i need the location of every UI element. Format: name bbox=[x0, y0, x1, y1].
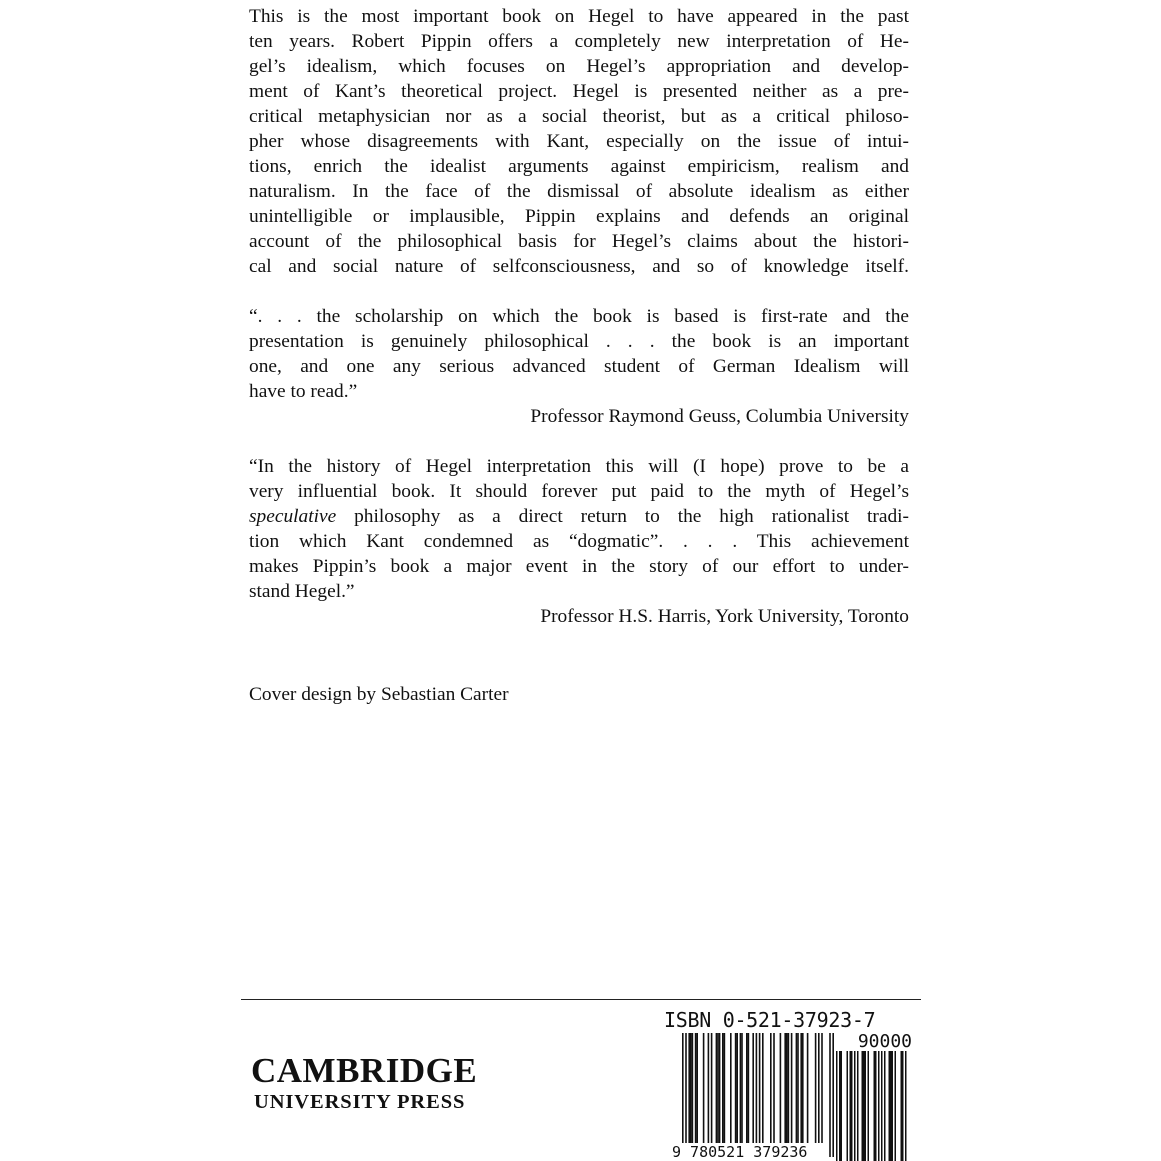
barcode-bar bbox=[748, 1033, 750, 1143]
review-line: have to read.” bbox=[249, 381, 358, 402]
barcode-bar bbox=[881, 1051, 883, 1161]
review-attribution: Professor H.S. Harris, York University, Toronto bbox=[540, 606, 909, 627]
barcode-bar bbox=[802, 1033, 804, 1143]
review-line-rest: philosophy as a direct return to the high rationalist tradi- bbox=[336, 506, 909, 527]
barcode-bar bbox=[696, 1033, 698, 1143]
publisher-logo bbox=[251, 1052, 477, 1114]
barcode-bar bbox=[895, 1051, 897, 1161]
barcode-bar bbox=[862, 1051, 864, 1161]
barcode-bar bbox=[865, 1051, 867, 1161]
barcode-bar bbox=[711, 1033, 713, 1143]
barcode-bar bbox=[821, 1033, 823, 1143]
barcode-bar bbox=[839, 1051, 841, 1161]
barcode-bar bbox=[708, 1033, 710, 1143]
barcode-bar bbox=[800, 1033, 802, 1143]
barcode-bar bbox=[788, 1033, 790, 1143]
publisher-name: CAMBRIDGE bbox=[251, 1051, 478, 1090]
barcode-bar bbox=[740, 1033, 742, 1143]
review-geuss bbox=[249, 304, 909, 429]
barcode-bar bbox=[741, 1033, 743, 1143]
barcode-bar bbox=[690, 1033, 692, 1143]
description-line: ten years. Robert Pippin offers a completely new interpretation of He- bbox=[249, 31, 909, 52]
barcode-bar bbox=[815, 1033, 817, 1143]
barcode-main-bars bbox=[682, 1033, 834, 1157]
barcode-bar bbox=[868, 1051, 870, 1161]
barcode-bar bbox=[692, 1033, 694, 1143]
barcode-bar bbox=[716, 1033, 718, 1143]
review-line: presentation is genuinely philosophical . . . the book is an important bbox=[249, 331, 909, 352]
barcode-addon-bars bbox=[836, 1051, 907, 1161]
review-line bbox=[249, 504, 909, 529]
barcode-bar bbox=[875, 1051, 877, 1161]
barcode-bar bbox=[854, 1051, 856, 1161]
description-line: tions, enrich the idealist arguments against empiricism, realism and bbox=[249, 156, 909, 177]
barcode-bar bbox=[889, 1051, 891, 1161]
barcode-bar bbox=[762, 1033, 764, 1143]
barcode-bar bbox=[752, 1033, 754, 1143]
description-line: gel’s idealism, which focuses on Hegel’s appropriation and develop- bbox=[249, 56, 909, 77]
barcode-bar bbox=[756, 1033, 758, 1157]
divider-rule bbox=[241, 999, 921, 1000]
description-line: This is the most important book on Hegel to have appeared in the past bbox=[249, 6, 909, 27]
barcode-bar bbox=[847, 1051, 849, 1161]
barcode-bar bbox=[829, 1033, 831, 1157]
barcode-bar bbox=[724, 1033, 726, 1143]
barcode-graphic bbox=[664, 1033, 918, 1161]
barcode-digits: 9 780521 379236 bbox=[672, 1143, 808, 1161]
barcode-bar bbox=[841, 1051, 843, 1161]
barcode-bar bbox=[736, 1033, 738, 1143]
barcode-bar bbox=[832, 1033, 834, 1157]
review-line: makes Pippin’s book a major event in the story of our effort to under- bbox=[249, 556, 909, 577]
review-line: “In the history of Hegel interpretation this will (I hope) prove to be a bbox=[249, 456, 909, 477]
barcode-bar bbox=[901, 1051, 903, 1161]
barcode-bar bbox=[735, 1033, 737, 1143]
review-harris bbox=[249, 454, 909, 629]
cover-design-credit: Cover design by Sebastian Carter bbox=[249, 684, 509, 705]
isbn-barcode bbox=[664, 1033, 918, 1161]
barcode-bar bbox=[688, 1033, 690, 1143]
barcode-bar bbox=[722, 1033, 724, 1143]
barcode-bar bbox=[797, 1033, 799, 1143]
barcode-bar bbox=[884, 1051, 886, 1161]
publisher-subtitle: UNIVERSITY PRESS bbox=[254, 1091, 466, 1113]
description-line: ment of Kant’s theoretical project. Hegel is presented neither as a pre- bbox=[249, 81, 909, 102]
barcode-bar bbox=[807, 1033, 809, 1143]
barcode-bar bbox=[685, 1033, 687, 1157]
barcode-bar bbox=[902, 1051, 904, 1161]
barcode-bar bbox=[770, 1033, 772, 1143]
barcode-bar bbox=[695, 1033, 697, 1143]
barcode-bar bbox=[717, 1033, 719, 1143]
barcode-bar bbox=[905, 1051, 907, 1161]
barcode-bar bbox=[791, 1033, 793, 1143]
barcode-bar bbox=[796, 1033, 798, 1143]
barcode-bar bbox=[857, 1051, 859, 1161]
review-line: one, and one any serious advanced student of German Idealism will bbox=[249, 356, 909, 377]
description-line: pher whose disagreements with Kant, especially on the issue of intui- bbox=[249, 131, 909, 152]
barcode-addon-number: 90000 bbox=[857, 1033, 912, 1052]
review-line: tion which Kant condemned as “dogmatic”. . . . This achievement bbox=[249, 531, 909, 552]
barcode-bar bbox=[703, 1033, 705, 1143]
description-line: critical metaphysician nor as a social theorist, but as a critical philoso- bbox=[249, 106, 909, 127]
barcode-bar bbox=[780, 1033, 782, 1143]
review-attribution: Professor Raymond Geuss, Columbia University bbox=[530, 406, 909, 427]
isbn-label: ISBN 0-521-37923-7 bbox=[664, 1008, 876, 1032]
barcode-bar bbox=[746, 1033, 748, 1143]
review-line: stand Hegel.” bbox=[249, 581, 355, 602]
barcode-bar bbox=[786, 1033, 788, 1143]
description-line: unintelligible or implausible, Pippin explains and defends an original bbox=[249, 206, 909, 227]
description-paragraph bbox=[249, 4, 909, 279]
barcode-bar bbox=[874, 1051, 876, 1161]
description-line: account of the philosophical basis for Hegel’s claims about the histori- bbox=[249, 231, 909, 252]
blurb bbox=[249, 4, 909, 629]
review-italic-term: speculative bbox=[249, 506, 337, 527]
barcode-bar bbox=[851, 1051, 853, 1161]
description-line: cal and social nature of selfconsciousness, and so of knowledge itself. bbox=[249, 256, 909, 277]
barcode-bar bbox=[730, 1033, 732, 1143]
barcode-bar bbox=[863, 1051, 865, 1161]
barcode-bar bbox=[818, 1033, 820, 1143]
paragraph-spacer bbox=[249, 429, 909, 454]
barcode-bar bbox=[892, 1051, 894, 1161]
barcode-bar bbox=[719, 1033, 721, 1143]
paragraph-spacer bbox=[249, 279, 909, 304]
barcode-bar bbox=[773, 1033, 775, 1143]
barcode-bar bbox=[759, 1033, 761, 1157]
barcode-bar bbox=[878, 1051, 880, 1161]
barcode-bar bbox=[890, 1051, 892, 1161]
barcode-bar bbox=[836, 1051, 838, 1161]
review-line: “. . . the scholarship on which the book is based is first-rate and the bbox=[249, 306, 909, 327]
description-line: naturalism. In the face of the dismissal of absolute idealism as either bbox=[249, 181, 909, 202]
barcode-bar bbox=[850, 1051, 852, 1161]
review-line: very influential book. It should forever put paid to the myth of Hegel’s bbox=[249, 481, 909, 502]
barcode-bar bbox=[784, 1033, 786, 1143]
barcode-bar bbox=[682, 1033, 684, 1157]
